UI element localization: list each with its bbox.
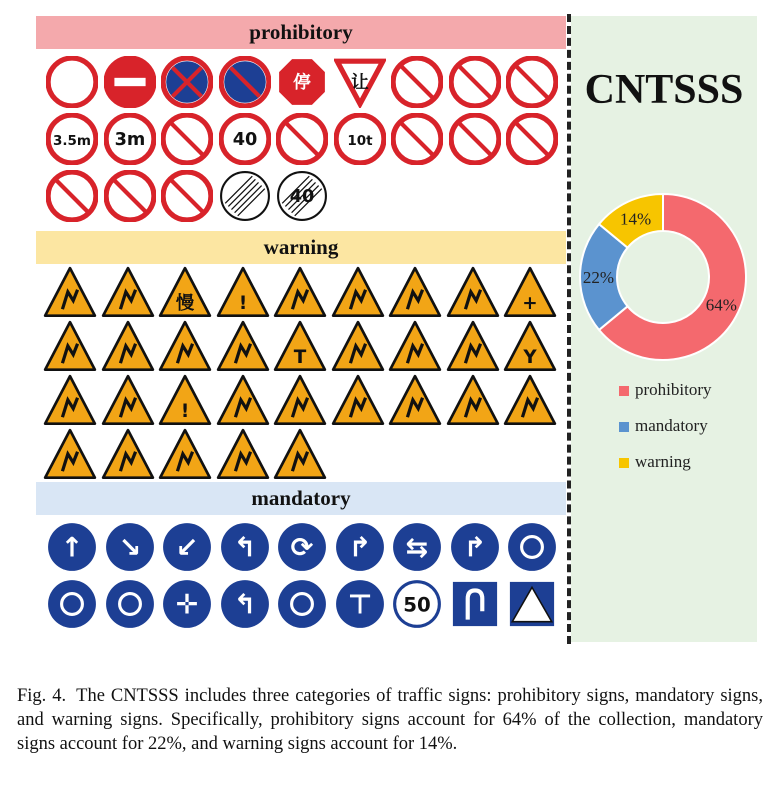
legend-label: warning: [635, 452, 691, 471]
no-bicycles-icon: [161, 113, 213, 165]
turn-left-icon: [219, 578, 271, 630]
end-of-restrictions-icon: [219, 170, 271, 222]
legend-label: mandatory: [635, 416, 708, 435]
svg-text:40: 40: [289, 187, 315, 208]
turn-left-down-icon: [161, 521, 213, 573]
svg-text:↱: ↱: [463, 532, 486, 564]
svg-text:!: !: [180, 401, 190, 423]
prohibitory-header: prohibitory: [36, 16, 566, 49]
no-trucks-icon: [449, 56, 501, 108]
no-right-turn-alt-icon: [104, 170, 156, 222]
side-road-right-warning-icon: [273, 428, 327, 482]
no-turns-icon: [161, 170, 213, 222]
danger-warning-icon: [216, 266, 270, 320]
construction-warning-icon: [331, 266, 385, 320]
roundabout-icon: [276, 521, 328, 573]
caption-label: Fig. 4.: [17, 686, 67, 706]
svg-text:↑: ↑: [60, 532, 84, 564]
svg-text:3.5m: 3.5m: [52, 133, 92, 150]
left-right-turn-icon: [334, 578, 386, 630]
donut-label-warning: 14%: [619, 209, 652, 229]
svg-text:↘: ↘: [118, 532, 141, 564]
prohibitory-sign-grid: [36, 56, 566, 231]
no-parking-icon: [219, 56, 271, 108]
svg-text:!: !: [238, 293, 247, 315]
left-or-right-icon: [391, 521, 443, 573]
weight-limit-icon: [334, 113, 386, 165]
bumpy-road-warning-icon: [101, 374, 155, 428]
turn-right-down-icon: [104, 521, 156, 573]
width-limit-icon: [104, 113, 156, 165]
svg-text:50: 50: [403, 593, 431, 617]
donut-label-mandatory: 22%: [582, 268, 615, 287]
horn-icon: [104, 578, 156, 630]
road-works-warning-icon: [101, 266, 155, 320]
height-limit-icon: [46, 113, 98, 165]
roundabout-warning-icon: [216, 428, 270, 482]
cyclists-warning-icon: [43, 374, 97, 428]
legend-label: prohibitory: [635, 380, 712, 399]
pedestrians-only-icon: [506, 521, 558, 573]
two-way-warning-icon: [101, 320, 155, 374]
no-u-turn-left-icon: [391, 56, 443, 108]
warning-sign-grid: [36, 266, 566, 482]
no-right-turn-icon: [506, 113, 558, 165]
legend-swatch: [619, 458, 629, 468]
svg-text:让: 让: [350, 73, 369, 94]
svg-text:慢: 慢: [175, 293, 195, 315]
svg-text:+: +: [522, 293, 538, 315]
svg-text:T: T: [293, 347, 307, 369]
mandatory-header: mandatory: [36, 482, 566, 515]
category-donut-chart: [577, 191, 749, 363]
y-junction-warning-icon: [503, 320, 557, 374]
falling-rocks-right-warning-icon: [446, 374, 500, 428]
u-turn-icon: [449, 578, 501, 630]
pedestrian-warning-icon: [43, 320, 97, 374]
traffic-light-warning-icon: [43, 266, 97, 320]
no-entry-bar-icon: [104, 56, 156, 108]
no-left-turn-icon: [449, 113, 501, 165]
reverse-curve-warning-icon: [446, 320, 500, 374]
svg-text:✛: ✛: [175, 589, 199, 621]
sharp-curve-warning-icon: [216, 320, 270, 374]
svg-text:⇆: ⇆: [405, 532, 429, 564]
no-horn-icon: [276, 113, 328, 165]
straight-ahead-icon: [46, 521, 98, 573]
svg-text:↱: ↱: [348, 532, 371, 564]
motor-vehicles-icon: [276, 578, 328, 630]
svg-text:↰: ↰: [233, 532, 256, 564]
svg-text:↙: ↙: [175, 532, 199, 564]
narrow-road-warning-icon: [331, 320, 385, 374]
winding-warning-icon: [446, 266, 500, 320]
continuous-curves-warning-icon: [158, 428, 212, 482]
svg-text:↰: ↰: [233, 589, 256, 621]
pedestrian-crossing-icon: [506, 578, 558, 630]
svg-text:⟳: ⟳: [290, 532, 314, 564]
t-junction-warning-icon: [273, 320, 327, 374]
all-directions-icon: [161, 578, 213, 630]
legend-swatch: [619, 386, 629, 396]
slow-warning-icon: [158, 266, 212, 320]
donut-label-prohibitory: 64%: [705, 295, 737, 315]
caution-warning-icon: [158, 374, 212, 428]
cliff-warning-icon: [388, 374, 442, 428]
end-speed-limit-icon: [276, 170, 328, 222]
children-warning-icon: [331, 374, 385, 428]
dataset-title: CNTSSS: [584, 67, 744, 113]
narrow-bridge-warning-icon: [101, 428, 155, 482]
no-u-turn-icon: [391, 113, 443, 165]
speed-limit-icon: [219, 113, 271, 165]
svg-text:停: 停: [293, 73, 311, 94]
no-left-turn-alt-icon: [46, 170, 98, 222]
double-curve-warning-icon: [388, 266, 442, 320]
road-narrows-warning-icon: [503, 374, 557, 428]
legend-swatch: [619, 422, 629, 432]
warning-header: warning: [36, 231, 566, 264]
figure-caption: [17, 684, 763, 756]
falling-rocks-warning-icon: [273, 374, 327, 428]
straight-or-right-icon: [334, 521, 386, 573]
yield-triangle-icon: [334, 56, 386, 108]
svg-text:⊤: ⊤: [347, 589, 372, 621]
svg-text:40: 40: [232, 130, 257, 151]
stop-octagon-icon: [276, 56, 328, 108]
sign-panel: [36, 16, 566, 642]
downhill-warning-icon: [388, 320, 442, 374]
side-road-left-warning-icon: [43, 428, 97, 482]
no-cars-icon: [506, 56, 558, 108]
steep-slope-warning-icon: [158, 320, 212, 374]
tunnel-warning-icon: [216, 374, 270, 428]
no-entry-ring-icon: [46, 56, 98, 108]
bicycles-only-icon: [46, 578, 98, 630]
turn-right-icon: [449, 521, 501, 573]
mandatory-sign-grid: [36, 521, 566, 641]
minimum-speed-icon: [391, 578, 443, 630]
straight-or-left-icon: [219, 521, 271, 573]
svg-text:Y: Y: [523, 347, 537, 369]
svg-text:10t: 10t: [346, 133, 373, 150]
slippery-warning-icon: [273, 266, 327, 320]
stats-panel: [571, 16, 757, 642]
crossroads-warning-icon: [503, 266, 557, 320]
no-stopping-icon: [161, 56, 213, 108]
caption-text: The CNTSSS includes three categories of traffic signs: prohibitory signs, mandatory signs, and warning signs. Specifically, prohibitory signs account for 64% of the collection, mandatory signs account for 22%, and warning signs account for 14%.: [17, 686, 763, 754]
svg-text:3m: 3m: [114, 130, 145, 151]
